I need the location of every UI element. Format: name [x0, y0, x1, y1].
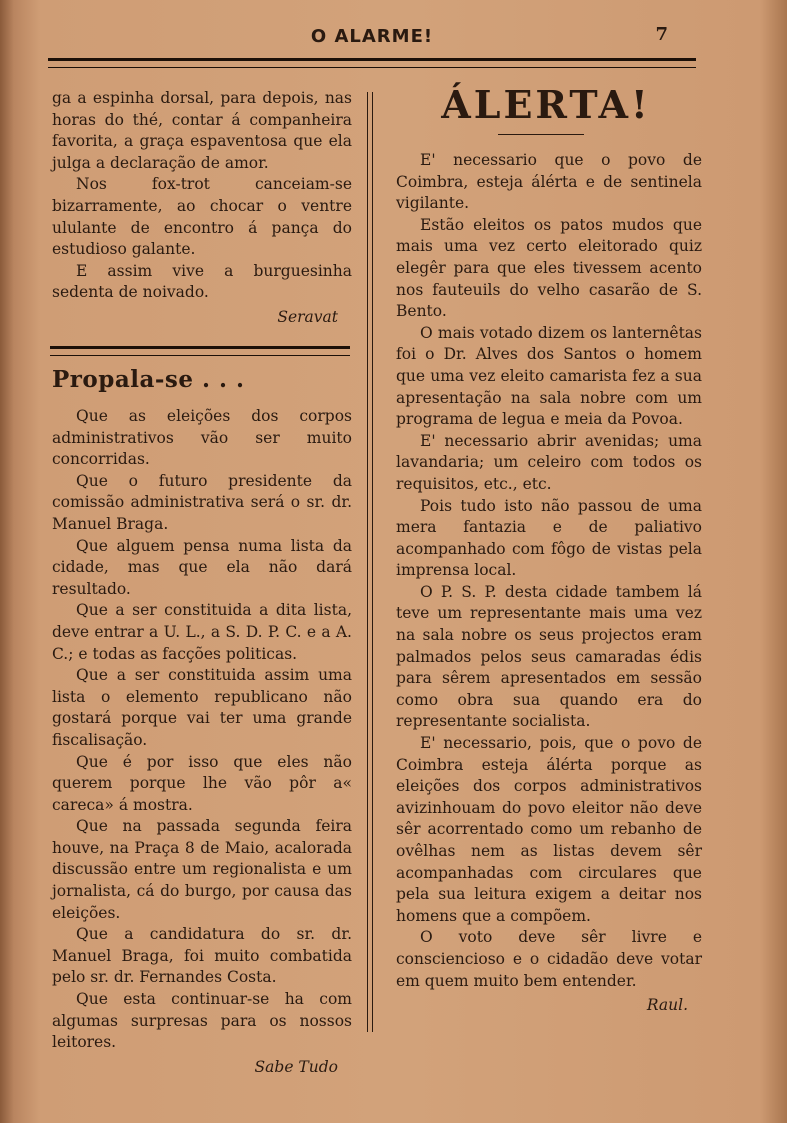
alerta-paragraph: E' necessario que o povo de Coimbra, esteja álérta e de sentinela vigilante.	[396, 151, 702, 213]
page-header	[48, 22, 696, 52]
propala-article	[52, 406, 352, 1078]
alerta-paragraph: O voto deve sêr livre e consciencioso e o cidadão deve votar em quem muito bem entender.	[396, 928, 702, 990]
article-paragraph: E assim vive a burguesinha sedenta de noivado.	[52, 261, 352, 302]
propala-item: Que a ser constituida a dita lista, deve entrar a U. L., a S. D. P. C. e a A. C.; e todas as facções politicas.	[52, 601, 352, 663]
heading-underline	[498, 134, 584, 135]
article-paragraph: ga a espinha dorsal, para depois, nas horas do thé, contar á companheira favorita, a graça espaventosa que ela julga a declaração de amor.	[52, 89, 352, 172]
alerta-article	[396, 150, 702, 1016]
alerta-paragraph: E' necessario, pois, que o povo de Coimbra esteja álérta porque as eleições dos corpos administrativos avizinhouam do povo eleitor não deve sêr acorrentado como um rebanho de ovêlhas nem as listas devem sêr acompanhadas com circulares que pela sua leitura exigem a deitar nos homens que a compõem.	[396, 734, 702, 925]
propala-heading: Propala-se . . .	[52, 366, 245, 393]
article-paragraph: Nos fox-trot canceiam-se bizarramente, ao chocar o ventre ululante de encontro á pança do estudioso galante.	[52, 175, 352, 259]
alerta-heading: ÁLERTA!	[441, 82, 651, 127]
propala-item: Que o futuro presidente da comissão administrativa será o sr. dr. Manuel Braga.	[52, 471, 352, 533]
propala-item: Que na passada segunda feira houve, na Praça 8 de Maio, acalorada discussão entre um regionalista e um jornalista, cá do burgo, por causa das eleições.	[52, 817, 352, 922]
propala-item: Que a candidatura do sr. dr. Manuel Braga, foi muito combatida pelo sr. dr. Fernandes Costa.	[52, 925, 352, 987]
propala-item: Que esta continuar-se ha com algumas surpresas para os nossos leitores.	[52, 990, 352, 1052]
alerta-paragraph: O P. S. P. desta cidade tambem lá teve um representante mais uma vez na sala nobre os seus projectos eram palmados pelos seus camaradas édis para sêrem apresentados em sessão como obra sua quando era do representante socialista.	[396, 582, 702, 731]
propala-item: Que é por isso que eles não querem porque lhe vão pôr a« careca» á mostra.	[52, 752, 352, 814]
left-top-article	[52, 88, 352, 328]
alerta-paragraph: Estão eleitos os patos mudos que mais uma vez certo eleitorado quiz elegêr para que eles tivessem acento nos fauteuils do velho casarão de S. Bento.	[396, 215, 702, 321]
section-rule	[50, 346, 350, 356]
header-rule	[48, 58, 696, 68]
newspaper-title: O ALARME!	[310, 26, 434, 47]
propala-item: Que a ser constituida assim uma lista o elemento republicano não gostará porque vai ter uma grande fiscalisação.	[52, 666, 352, 749]
article-signature: Seravat	[277, 307, 338, 326]
column-divider	[367, 92, 373, 1032]
alerta-signature: Raul.	[646, 996, 688, 1015]
page-number: 7	[655, 24, 668, 45]
alerta-paragraph: E' necessario abrir avenidas; uma lavandaria; um celeiro com todos os requisitos, etc., etc.	[396, 431, 702, 493]
propala-item: Que as eleições dos corpos administrativos vão ser muito concorridas.	[52, 407, 352, 469]
alerta-paragraph: Pois tudo isto não passou de uma mera fantazia e de paliativo acompanhado com fôgo de vistas pela imprensa local.	[396, 496, 702, 580]
propala-item: Que alguem pensa numa lista da cidade, mas que ela não dará resultado.	[52, 536, 352, 598]
propala-signature: Sabe Tudo	[254, 1057, 338, 1076]
alerta-paragraph: O mais votado dizem os lanternêtas foi o Dr. Alves dos Santos o homem que uma vez eleito camarista fez a sua apresentação na sala nobre com um programa de legua e meia da Povoa.	[396, 323, 702, 429]
